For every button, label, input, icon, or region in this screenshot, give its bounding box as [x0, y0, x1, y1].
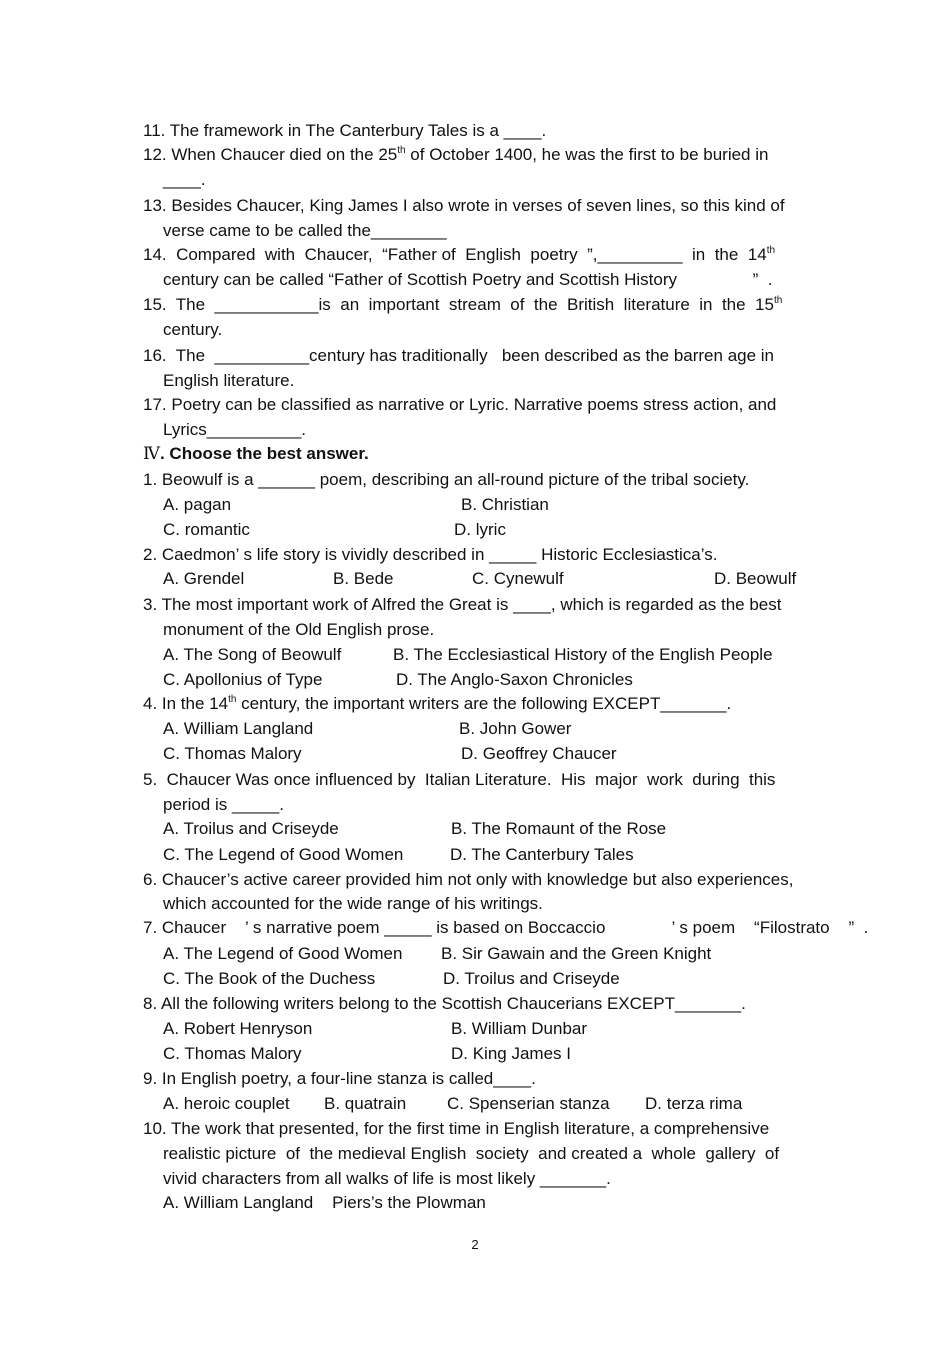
option-4d: D. Geoffrey Chaucer [461, 744, 617, 763]
option-2d: D. Beowulf [714, 569, 797, 588]
option-10a: A. William Langland Piers’s the Plowman [163, 1193, 486, 1212]
mc-question-1: 1. Beowulf is a ______ poem, describing an all-round picture of the tribal society. [143, 470, 750, 489]
option-9c: C. Spenserian stanza [447, 1094, 610, 1113]
option-4c: C. Thomas Malory [163, 744, 302, 763]
option-4b: B. John Gower [459, 719, 572, 738]
question-15-cont: century. [163, 320, 223, 339]
option-2c: C. Cynewulf [472, 569, 564, 588]
option-3b: B. The Ecclesiastical History of the English People [393, 645, 773, 664]
option-3d: D. The Anglo-Saxon Chronicles [396, 670, 633, 689]
question-13-cont: verse came to be called the________ [163, 221, 447, 240]
question-15: 15. The ___________is an important stream of the British literature in the 15th [143, 295, 783, 314]
mc-question-9: 9. In English poetry, a four-line stanza is called____. [143, 1069, 536, 1088]
question-16: 16. The __________century has traditionally been described as the barren age in [143, 346, 775, 365]
mc-question-10: 10. The work that presented, for the first time in English literature, a comprehensive [143, 1119, 770, 1138]
question-13: 13. Besides Chaucer, King James I also wrote in verses of seven lines, so this kind of [143, 196, 785, 215]
question-11: 11. The framework in The Canterbury Tales is a ____. [143, 121, 547, 140]
mc-question-10-cont-1: realistic picture of the medieval English society and created a whole gallery of [163, 1144, 780, 1163]
question-17: 17. Poetry can be classified as narrative or Lyric. Narrative poems stress action, and [143, 395, 777, 414]
option-7a: A. The Legend of Good Women [163, 944, 403, 963]
option-9b: B. quatrain [324, 1094, 407, 1113]
option-9a: A. heroic couplet [163, 1094, 290, 1113]
option-2b: B. Bede [333, 569, 394, 588]
mc-question-2: 2. Caedmon’ s life story is vividly described in _____ Historic Ecclesiastica’s. [143, 545, 718, 564]
option-3a: A. The Song of Beowulf [163, 645, 342, 664]
mc-question-6-cont: which accounted for the wide range of his writings. [163, 894, 543, 913]
mc-question-5: 5. Chaucer Was once influenced by Italian Literature. His major work during this [143, 770, 776, 789]
option-8c: C. Thomas Malory [163, 1044, 302, 1063]
option-5c: C. The Legend of Good Women [163, 845, 404, 864]
option-5d: D. The Canterbury Tales [450, 845, 634, 864]
mc-question-5-cont: period is _____. [163, 795, 284, 814]
mc-question-6: 6. Chaucer’s active career provided him not only with knowledge but also experiences, [143, 870, 794, 889]
mc-question-7: 7. Chaucer ’ s narrative poem _____ is based on Boccaccio ’ s poem “Filostrato ” . [143, 918, 869, 937]
option-1b: B. Christian [461, 495, 549, 514]
page-number: 2 [471, 1237, 479, 1252]
mc-question-8: 8. All the following writers belong to the Scottish Chaucerians EXCEPT_______. [143, 994, 746, 1013]
option-7c: C. The Book of the Duchess [163, 969, 376, 988]
option-4a: A. William Langland [163, 719, 314, 738]
question-14-cont: century can be called “Father of Scottish Poetry and Scottish History ” . [163, 270, 773, 289]
section-heading: Ⅳ. Choose the best answer. [143, 444, 369, 464]
option-1c: C. romantic [163, 520, 250, 539]
option-7d: D. Troilus and Criseyde [443, 969, 620, 988]
option-9d: D. terza rima [645, 1094, 743, 1113]
option-7b: B. Sir Gawain and the Green Knight [441, 944, 712, 963]
mc-question-3-cont: monument of the Old English prose. [163, 620, 435, 639]
mc-question-3: 3. The most important work of Alfred the Great is ____, which is regarded as the best [143, 595, 782, 614]
question-16-cont: English literature. [163, 371, 295, 390]
option-8d: D. King James I [451, 1044, 571, 1063]
option-8b: B. William Dunbar [451, 1019, 588, 1038]
option-1a: A. pagan [163, 495, 232, 514]
mc-question-4: 4. In the 14th century, the important writers are the following EXCEPT_______. [143, 694, 732, 713]
option-8a: A. Robert Henryson [163, 1019, 313, 1038]
option-2a: A. Grendel [163, 569, 245, 588]
mc-question-10-cont-2: vivid characters from all walks of life is most likely _______. [163, 1169, 611, 1188]
option-5b: B. The Romaunt of the Rose [451, 819, 667, 838]
option-1d: D. lyric [454, 520, 506, 539]
question-14: 14. Compared with Chaucer, “Father of English poetry ”,_________ in the 14th [143, 245, 776, 264]
question-12-cont: ____. [163, 170, 206, 189]
option-5a: A. Troilus and Criseyde [163, 819, 339, 838]
question-12: 12. When Chaucer died on the 25th of October 1400, he was the first to be buried in [143, 145, 769, 164]
question-17-cont: Lyrics__________. [163, 420, 307, 439]
option-3c: C. Apollonius of Type [163, 670, 323, 689]
